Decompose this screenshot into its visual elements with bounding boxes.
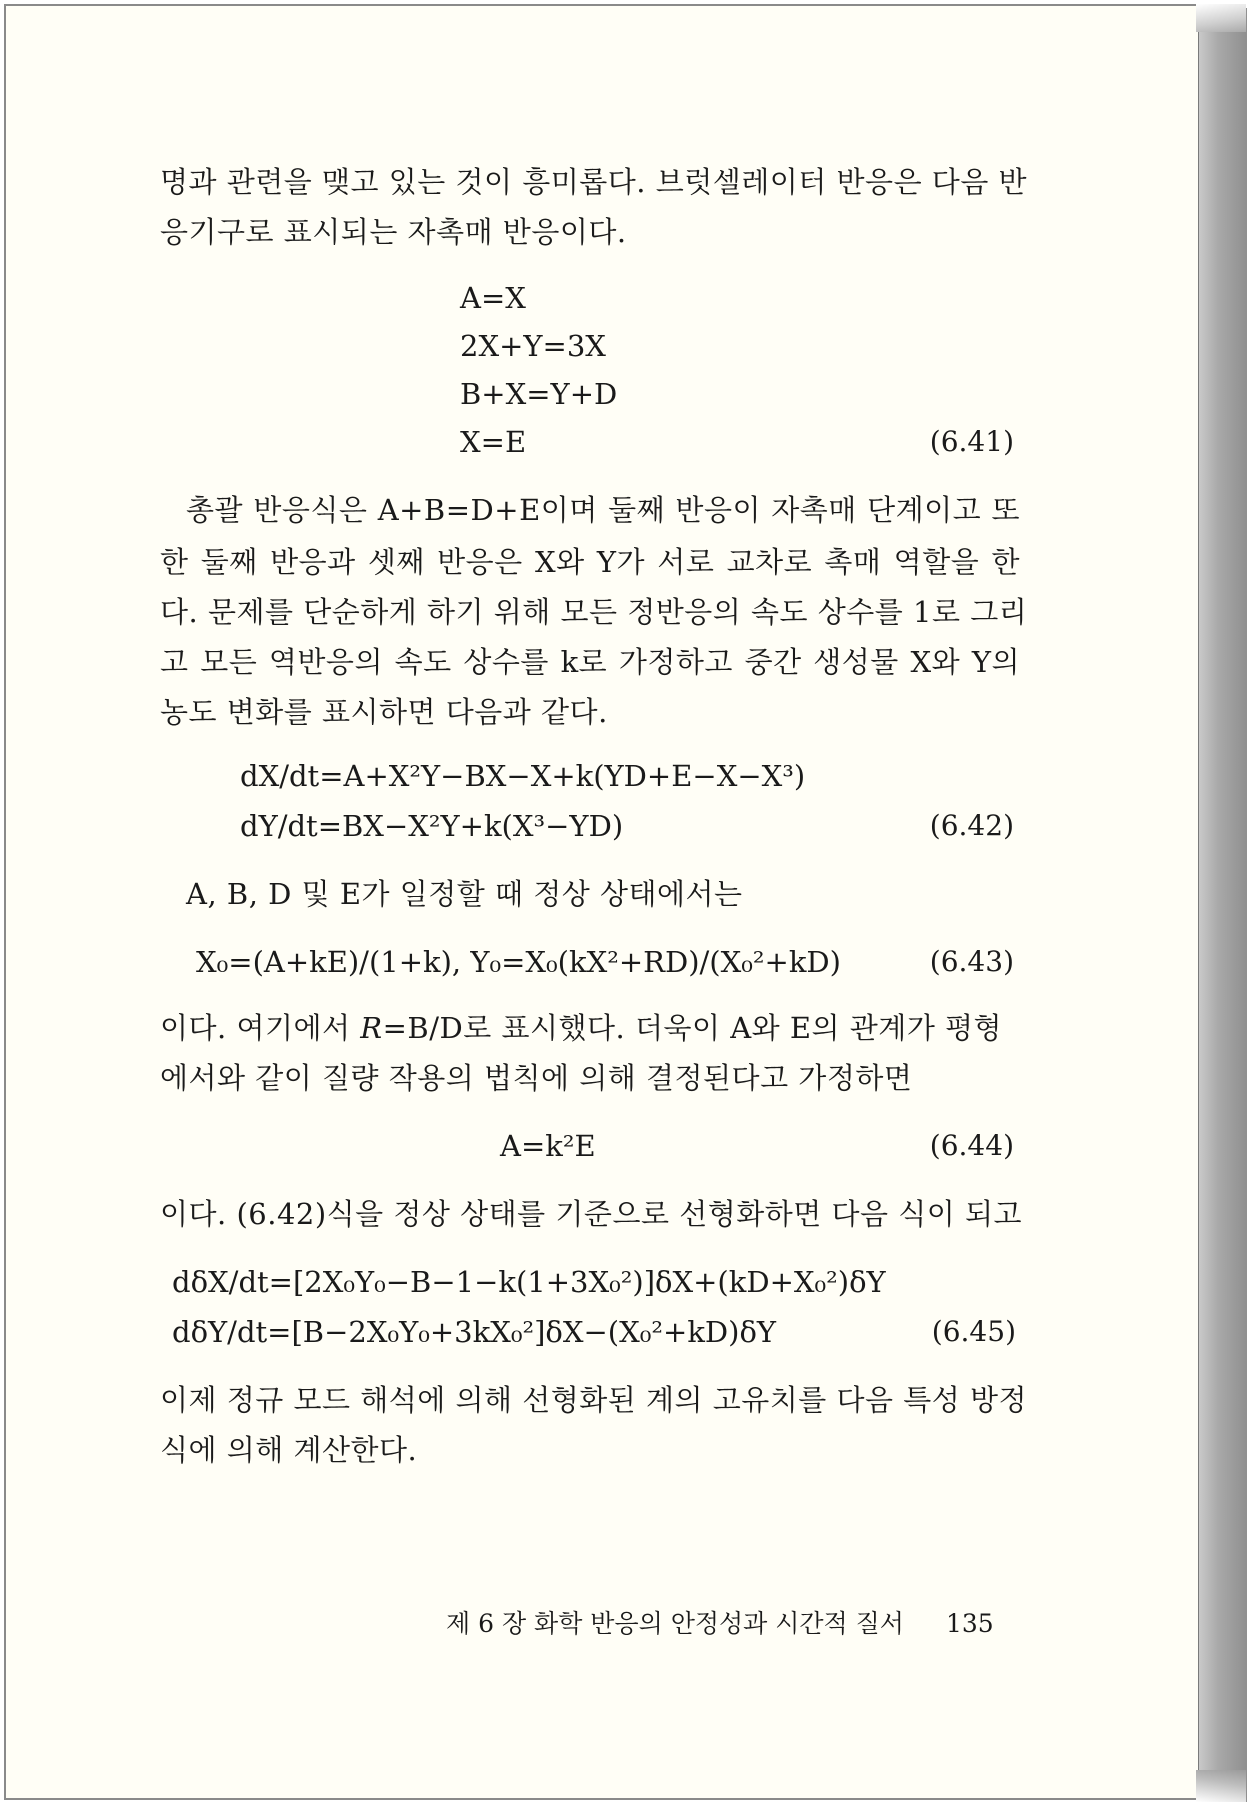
paragraph-6-line-1: 이제 정규 모드 해석에 의해 선형화된 계의 고유치를 다음 특성 방정 [160, 1383, 1028, 1417]
equation-6-45-line-1: dδX/dt=[2X₀Y₀−B−1−k(1+3X₀²)]δX+(kD+X₀²)δY [172, 1265, 886, 1299]
equation-6-41-line-3: B+X=Y+D [460, 377, 618, 411]
paragraph-4-italic-r: R [360, 1011, 383, 1045]
equation-6-45-line-2: dδY/dt=[B−2X₀Y₀+3kX₀²]δX−(X₀²+kD)δY [172, 1315, 777, 1349]
paragraph-6-line-2: 식에 의해 계산한다. [160, 1433, 418, 1467]
paragraph-5: 이다. (6.42)식을 정상 상태를 기준으로 선형화하면 다음 식이 되고 [160, 1197, 1022, 1231]
paragraph-1-line-1: 명과 관련을 맺고 있는 것이 흥미롭다. 브럿셀레이터 반응은 다음 반 [160, 165, 1028, 199]
paragraph-2-line-3: 다. 문제를 단순하게 하기 위해 모든 정반응의 속도 상수를 1로 그리 [160, 595, 1028, 629]
equation-6-43: X₀=(A+kE)/(1+k), Y₀=X₀(kX²+RD)/(X₀²+kD) [196, 945, 841, 979]
equation-number-6-44: (6.44) [929, 1129, 1014, 1162]
page-edge-bottom [1196, 1770, 1246, 1802]
paragraph-2-line-2: 한 둘째 반응과 셋째 반응은 X와 Y가 서로 교차로 촉매 역할을 한 [160, 545, 1020, 579]
paragraph-4-text-pre: 이다. 여기에서 [160, 1011, 361, 1045]
equation-number-6-43: (6.43) [929, 945, 1014, 978]
paragraph-2-line-4: 고 모든 역반응의 속도 상수를 k로 가정하고 중간 생성물 X와 Y의 [160, 645, 1020, 679]
equation-6-41-line-1: A=X [460, 281, 526, 315]
equation-number-6-45: (6.45) [931, 1315, 1016, 1348]
equation-6-42-line-2: dY/dt=BX−X²Y+k(X³−YD) [240, 809, 624, 843]
paragraph-4-line-2: 에서와 같이 질량 작용의 법칙에 의해 결정된다고 가정하면 [160, 1061, 913, 1095]
page-edge [1198, 8, 1247, 1802]
equation-6-42-line-1: dX/dt=A+X²Y−BX−X+k(YD+E−X−X³) [240, 759, 806, 793]
equation-number-6-42: (6.42) [929, 809, 1014, 842]
running-footer-chapter: 제 6 장 화학 반응의 안정성과 시간적 질서 [446, 1609, 904, 1638]
paragraph-2-line-1: 총괄 반응식은 A+B=D+E이며 둘째 반응이 자촉매 단계이고 또 [186, 493, 1020, 527]
equation-6-41-line-4: X=E [460, 425, 527, 459]
paragraph-2-line-5: 농도 변화를 표시하면 다음과 같다. [160, 695, 608, 729]
page-edge-top [1196, 4, 1246, 32]
equation-6-41-line-2: 2X+Y=3X [460, 329, 606, 363]
equation-6-44: A=k²E [500, 1129, 596, 1163]
equation-number-6-41: (6.41) [929, 425, 1014, 458]
paragraph-3: A, B, D 및 E가 일정할 때 정상 상태에서는 [186, 877, 743, 911]
paragraph-4-line-1 [160, 1010, 1002, 1046]
paragraph-1-line-2: 응기구로 표시되는 자촉매 반응이다. [160, 215, 627, 249]
paragraph-4-text-post: =B/D로 표시했다. 더욱이 A와 E의 관계가 평형 [382, 1011, 1003, 1045]
page-number: 135 [946, 1609, 994, 1638]
